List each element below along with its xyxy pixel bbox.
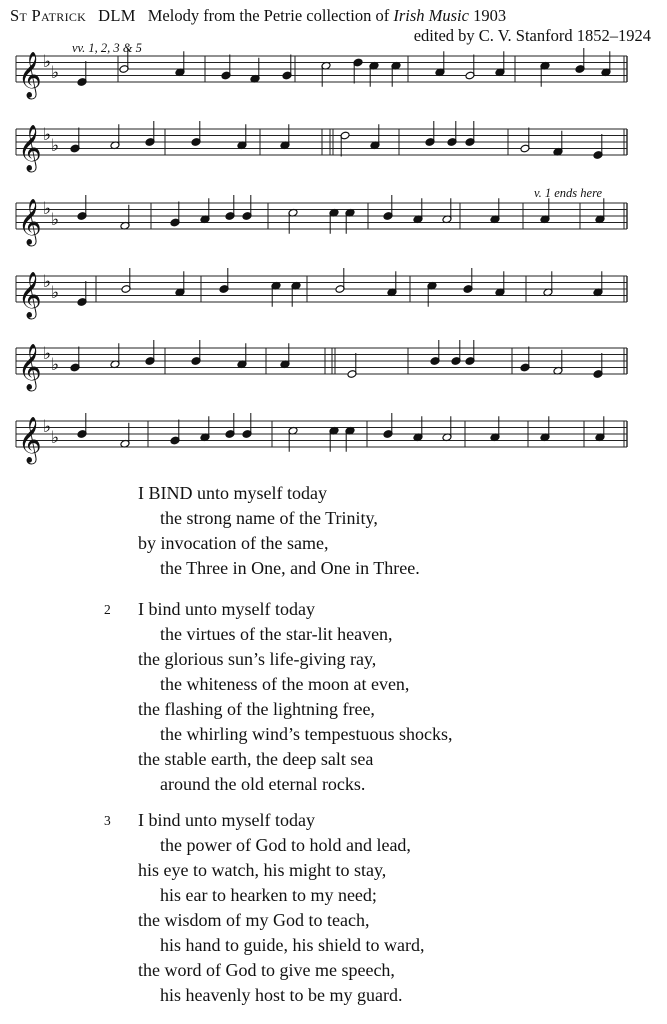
verse-2-line-5: the flashing of the lightning free, [138,699,375,719]
flat-sign-icon: ♭ [51,210,60,230]
source-title: Irish Music [393,6,469,25]
tune-name: St Patrick [10,6,87,25]
notes-system-2 [70,121,603,159]
flat-sign-icon: ♭ [43,344,52,364]
source-year: 1903 [473,6,507,25]
verse-1-line-1: I BIND unto myself today [138,483,327,503]
ending-label: v. 1 ends here [534,186,603,200]
staff-system-5 [16,344,627,392]
notes-system-4 [77,268,603,307]
music-score [0,0,667,470]
verse-3-line-4: his ear to hearken to my need; [160,885,377,905]
flat-sign-icon: ♭ [51,136,60,156]
verse-3-line-1: I bind unto myself today [138,810,315,830]
flat-sign-icon: ♭ [51,355,60,375]
notes-system-6 [77,413,605,452]
editor-line: edited by C. V. Stanford [413,26,573,45]
verse-3-line-5: the wisdom of my God to teach, [138,910,370,930]
source-prefix: Melody from the Petrie collection of [147,6,390,25]
melody-notes [70,48,611,452]
verse-2-line-7: the stable earth, the deep salt sea [138,749,374,769]
flat-sign-icon: ♭ [51,428,60,448]
staff-system-4 [16,272,627,320]
flat-sign-icon: ♭ [43,417,52,437]
notes-system-3 [77,195,605,234]
staff-system-6 [16,417,627,465]
flat-sign-icon: ♭ [43,272,52,292]
treble-clef-icon: 𝄞 [18,417,42,463]
notes-system-5 [70,340,603,378]
flat-sign-icon: ♭ [43,199,52,219]
verse-1-line-2: the strong name of the Trinity, [160,508,378,528]
staff-system-3 [16,199,627,247]
verse-2-line-6: the whirling wind’s tempestuous shocks, [160,724,453,744]
verse-3-line-2: the power of God to hold and lead, [160,835,411,855]
meter-label: DLM [98,6,136,25]
flat-sign-icon: ♭ [51,283,60,303]
verse-3-line-6: his hand to guide, his shield to ward, [160,935,425,955]
verse-2-line-2: the virtues of the star-lit heaven, [160,624,393,644]
verse-2-line-3: the glorious sun’s life-giving ray, [138,649,377,669]
staff-systems [16,52,627,465]
verse-1-line-3: by invocation of the same, [138,533,329,553]
notes-system-1 [77,48,611,87]
verse-1-line-4: the Three in One, and One in Three. [160,558,420,578]
flat-sign-icon: ♭ [43,125,52,145]
staff-system-2 [16,125,627,173]
treble-clef-icon: 𝄞 [18,344,42,390]
verse-2-line-1: I bind unto myself today [138,599,315,619]
verse-3-line-7: the word of God to give me speech, [138,960,395,980]
verse-2-line-4: the whiteness of the moon at even, [160,674,410,694]
staff-system-1 [16,52,627,100]
treble-clef-icon: 𝄞 [18,52,42,98]
verse-3-line-3: his eye to watch, his might to stay, [138,860,387,880]
editor-dates: 1852–1924 [576,26,651,45]
flat-sign-icon: ♭ [51,63,60,83]
verse-3-number: 3 [104,813,111,828]
treble-clef-icon: 𝄞 [18,199,42,245]
treble-clef-icon: 𝄞 [18,272,42,318]
verse-2-number: 2 [104,602,111,617]
verses-label: vv. 1, 2, 3 & 5 [72,41,142,55]
treble-clef-icon: 𝄞 [18,125,42,171]
verse-2-line-8: around the old eternal rocks. [160,774,366,794]
flat-sign-icon: ♭ [43,52,52,72]
verse-3-line-8: his heavenly host to be my guard. [160,985,403,1005]
